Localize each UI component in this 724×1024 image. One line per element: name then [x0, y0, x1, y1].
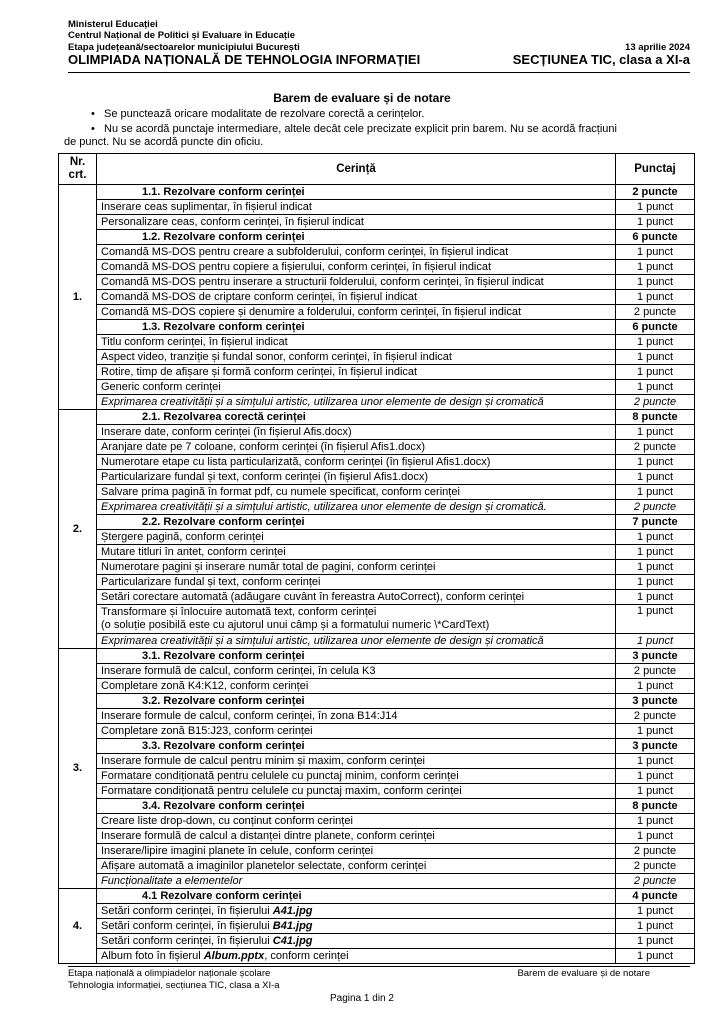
- requirement-text: 3.2. Rezolvare conform cerinței: [142, 694, 305, 707]
- section-row: [59, 799, 695, 814]
- points-cell: 3 puncte: [616, 649, 695, 664]
- table-row: [59, 934, 695, 949]
- points-cell: 1 punct: [616, 245, 695, 260]
- requirement-text: Mutare titluri în antet, conform cerinței: [101, 545, 286, 558]
- requirement-text: Comandă MS-DOS pentru creare a subfolderului, conform cerinței, în fișierul indicat: [101, 245, 509, 258]
- requirement-cell: [97, 874, 616, 889]
- bullet-icon: •: [91, 108, 95, 120]
- table-row: [59, 365, 695, 380]
- requirement-cell: [97, 200, 616, 215]
- notes-list: [64, 108, 692, 149]
- table-row: [59, 455, 695, 470]
- exam-date: 13 aprilie 2024: [625, 42, 690, 53]
- points-cell: 1 punct: [616, 365, 695, 380]
- points-cell: 1 punct: [616, 470, 695, 485]
- points-cell: 1 punct: [616, 590, 695, 605]
- table-row: [59, 724, 695, 739]
- points-cell: 1 punct: [616, 829, 695, 844]
- table-row: [59, 919, 695, 934]
- points-cell: 1 punct: [616, 560, 695, 575]
- note-text-continued: de punct. Nu se acordă puncte din oficiu.: [64, 136, 264, 148]
- requirement-text: 1.3. Rezolvare conform cerinței: [142, 320, 305, 333]
- requirement-text: Inserare formule de calcul, conform cerinței, în zona B14:J14: [101, 709, 398, 722]
- table-row: [59, 245, 695, 260]
- footer-subject: Tehnologia informației, secțiunea TIC, clasa a XI-a: [68, 980, 280, 991]
- points-cell: 2 puncte: [616, 844, 695, 859]
- table-row: [59, 350, 695, 365]
- requirement-cell: [97, 679, 616, 694]
- requirement-text: 3.4. Rezolvare conform cerinței: [142, 799, 305, 812]
- requirement-text: Aranjare date pe 7 coloane, conform cerinței (în fișierul Afis1.docx): [101, 440, 426, 453]
- requirement-cell: [97, 260, 616, 275]
- points-cell: 2 puncte: [616, 440, 695, 455]
- file-name: A41.jpg: [272, 904, 313, 917]
- requirement-cell: [97, 470, 616, 485]
- points-cell: 2 puncte: [616, 500, 695, 515]
- requirement-text: Personalizare ceas, conform cerinței, în fișierul indicat: [101, 215, 364, 228]
- requirement-text: 1.2. Rezolvare conform cerinței: [142, 230, 305, 243]
- points-cell: 2 puncte: [616, 709, 695, 724]
- requirement-cell: [97, 709, 616, 724]
- points-cell: 1 punct: [616, 724, 695, 739]
- requirement-text: Creare liste drop-down, cu conținut conform cerinței: [101, 814, 353, 827]
- requirement-text: Inserare/lipire imagini planete în celule, conform cerinței: [101, 844, 374, 857]
- requirement-text: Inserare formulă de calcul, conform cerinței, în celula K3: [101, 664, 376, 677]
- requirement-text: Exprimarea creativității și a simțului artistic, utilizarea unor elemente de design și cromatică: [101, 634, 544, 647]
- table-row: [59, 634, 695, 649]
- ministry-name: Ministerul Educației: [68, 19, 158, 30]
- table-row: [59, 470, 695, 485]
- table-row: [59, 814, 695, 829]
- section-row: [59, 889, 695, 904]
- note-text: Nu se acordă punctaje intermediare, altele decât cele precizate explicit prin barem. Nu se acordă fracțiuni: [104, 123, 617, 135]
- table-row: [59, 679, 695, 694]
- requirement-cell: [97, 245, 616, 260]
- requirement-cell: [97, 724, 616, 739]
- points-cell: 1 punct: [616, 784, 695, 799]
- requirement-text: Inserare formulă de calcul a distanței dintre planete, conform cerinței: [101, 829, 435, 842]
- requirement-text: Numerotare pagini și inserare număr total de pagini, conform cerinței: [101, 560, 436, 573]
- requirement-text: 3.3. Rezolvare conform cerinței: [142, 739, 305, 752]
- requirement-cell: [97, 455, 616, 470]
- requirement-text: Formatare condiționată pentru celulele cu punctaj minim, conform cerinței: [101, 769, 459, 782]
- table-row: [59, 590, 695, 605]
- requirement-cell: [97, 590, 616, 605]
- file-name: B41.jpg: [272, 919, 313, 932]
- points-cell: 2 puncte: [616, 874, 695, 889]
- requirement-cell: [97, 440, 616, 455]
- points-cell: 1 punct: [616, 919, 695, 934]
- points-cell: 1 punct: [616, 605, 695, 634]
- column-header-nr-line2: crt.: [68, 169, 87, 181]
- requirement-text: Comandă MS-DOS de criptare conform cerinței, în fișierul indicat: [101, 290, 418, 303]
- points-cell: 1 punct: [616, 904, 695, 919]
- points-cell: 1 punct: [616, 634, 695, 649]
- table-row: [59, 829, 695, 844]
- points-cell: 2 puncte: [616, 395, 695, 410]
- table-row: [59, 215, 695, 230]
- points-cell: 2 puncte: [616, 859, 695, 874]
- section-row: [59, 515, 695, 530]
- requirement-text: Comandă MS-DOS pentru inserare a structurii folderului, conform cerinței, în fișierul indicat: [101, 275, 544, 288]
- requirement-text: 3.1. Rezolvare conform cerinței: [142, 649, 305, 662]
- points-cell: 1 punct: [616, 275, 695, 290]
- requirement-text: Inserare ceas suplimentar, în fișierul indicat: [101, 200, 312, 213]
- task-number: 3.: [59, 649, 97, 889]
- table-row: [59, 485, 695, 500]
- requirement-cell: [97, 934, 616, 949]
- points-cell: 1 punct: [616, 335, 695, 350]
- task-number: 2.: [59, 410, 97, 649]
- points-cell: 1 punct: [616, 485, 695, 500]
- file-name: C41.jpg: [272, 934, 313, 947]
- points-cell: 1 punct: [616, 769, 695, 784]
- points-cell: 1 punct: [616, 380, 695, 395]
- requirement-text: Inserare date, conform cerinței (în fișierul Afis.docx): [101, 425, 352, 438]
- points-cell: 1 punct: [616, 530, 695, 545]
- points-cell: 4 puncte: [616, 889, 695, 904]
- requirement-cell: [97, 305, 616, 320]
- requirement-cell: [97, 230, 616, 245]
- table-row: [59, 200, 695, 215]
- requirement-text: Comandă MS-DOS copiere și denumire a folderului, conform cerinței, în fișierul indicat: [101, 305, 522, 318]
- table-row: [59, 859, 695, 874]
- table-row: [59, 709, 695, 724]
- requirement-text-suffix: , conform cerinței: [264, 949, 349, 962]
- requirement-text: Salvare prima pagină în format pdf, cu numele specificat, conform cerinței: [101, 485, 460, 498]
- requirement-text: Numerotare etape cu lista particularizată, conform cerinței (în fișierul Afis1.docx): [101, 455, 491, 468]
- points-cell: 1 punct: [616, 814, 695, 829]
- table-row: [59, 500, 695, 515]
- table-row: [59, 949, 695, 964]
- page-title: Barem de evaluare și de notare: [273, 91, 451, 105]
- points-cell: 1 punct: [616, 350, 695, 365]
- table-row: [59, 784, 695, 799]
- requirement-text: Particularizare fundal și text, conform cerinței: [101, 575, 321, 588]
- requirement-cell: [97, 904, 616, 919]
- note-text: Se punctează oricare modalitate de rezolvare corectă a cerințelor.: [104, 108, 425, 120]
- points-cell: 6 puncte: [616, 230, 695, 245]
- footer-stage: Etapa națională a olimpiadelor naționale școlare: [68, 968, 271, 979]
- header-divider: [68, 72, 690, 73]
- table-row: [59, 874, 695, 889]
- requirement-text: Rotire, timp de afișare și formă conform cerinței, în fișierul indicat: [101, 365, 418, 378]
- requirement-cell: [97, 664, 616, 679]
- requirement-cell: [97, 545, 616, 560]
- points-cell: 1 punct: [616, 455, 695, 470]
- requirement-text: Titlu conform cerinței, în fișierul indicat: [101, 335, 288, 348]
- requirement-cell: [97, 859, 616, 874]
- requirement-text: 2.1. Rezolvarea corectă cerinței: [142, 410, 306, 423]
- requirement-cell: [97, 560, 616, 575]
- points-cell: 3 puncte: [616, 694, 695, 709]
- table-row: [59, 560, 695, 575]
- points-cell: 6 puncte: [616, 320, 695, 335]
- requirement-cell: [97, 500, 616, 515]
- note-item: [64, 108, 692, 121]
- table-row: [59, 769, 695, 784]
- points-cell: 1 punct: [616, 545, 695, 560]
- section-row: [59, 410, 695, 425]
- table-row: [59, 425, 695, 440]
- table-row: [59, 844, 695, 859]
- table-row: [59, 305, 695, 320]
- table-row: [59, 754, 695, 769]
- section-row: [59, 649, 695, 664]
- requirement-cell: [97, 410, 616, 425]
- stage-name: Etapa județeană/sectoarelor municipiului București: [68, 42, 300, 53]
- section-row: [59, 739, 695, 754]
- table-row: [59, 545, 695, 560]
- section-row: [59, 230, 695, 245]
- requirement-text: Completare zonă K4:K12, conform cerinței: [101, 679, 309, 692]
- requirement-text: Setări corectare automată (adăugare cuvânt în fereastra AutoCorrect), conform cerinței: [101, 590, 525, 603]
- points-cell: 2 puncte: [616, 664, 695, 679]
- bullet-icon: •: [91, 123, 95, 135]
- points-cell: 8 puncte: [616, 799, 695, 814]
- requirement-text-line2: (o soluție posibilă este cu ajutorul unui câmp și a formatului numeric \*CardText): [101, 619, 490, 631]
- table-row: [59, 380, 695, 395]
- requirement-text: Completare zonă B15:J23, conform cerinței: [101, 724, 313, 737]
- column-header-nr-line1: Nr.: [69, 156, 86, 168]
- table-header-row: [59, 154, 695, 185]
- file-name: Album.pptx: [203, 949, 265, 962]
- table-row: [59, 335, 695, 350]
- section-name: SECȚIUNEA TIC, clasa a XI-a: [512, 52, 690, 67]
- requirement-cell: [97, 784, 616, 799]
- note-item: [64, 123, 692, 136]
- footer-divider: [68, 966, 690, 967]
- column-header-requirement: Cerință: [97, 154, 616, 185]
- requirement-cell: [97, 320, 616, 335]
- table-row: [59, 605, 695, 634]
- points-cell: 1 punct: [616, 425, 695, 440]
- requirement-text: Afișare automată a imaginilor planetelor selectate, conform cerinței: [101, 859, 427, 872]
- table-row: [59, 440, 695, 455]
- olympiad-name: OLIMPIADA NAȚIONALĂ DE TEHNOLOGIA INFORMAȚIEI: [68, 52, 421, 67]
- requirement-cell: [97, 739, 616, 754]
- requirement-cell: [97, 290, 616, 305]
- requirement-text: Setări conform cerinței, în fișierului: [101, 934, 273, 947]
- points-cell: 1 punct: [616, 260, 695, 275]
- requirement-text: Exprimarea creativității și a simțului artistic, utilizarea unor elemente de design și cromatică: [101, 395, 544, 408]
- requirement-cell: [97, 844, 616, 859]
- table-row: [59, 904, 695, 919]
- requirement-text: Setări conform cerinței, în fișierului: [101, 904, 273, 917]
- requirement-cell: [97, 575, 616, 590]
- requirement-text: 4.1 Rezolvare conform cerinței: [142, 889, 302, 902]
- points-cell: 1 punct: [616, 200, 695, 215]
- column-header-points: Punctaj: [616, 154, 695, 185]
- column-header-nr: [59, 154, 97, 185]
- points-cell: 3 puncte: [616, 739, 695, 754]
- points-cell: 2 puncte: [616, 305, 695, 320]
- requirement-cell: [97, 515, 616, 530]
- requirement-cell: [97, 485, 616, 500]
- requirement-cell: [97, 215, 616, 230]
- table-row: [59, 530, 695, 545]
- points-cell: 1 punct: [616, 754, 695, 769]
- requirement-cell: [97, 769, 616, 784]
- requirement-cell: [97, 380, 616, 395]
- requirement-cell: [97, 634, 616, 649]
- requirement-text: Particularizare fundal și text, conform cerinței (în fișierul Afis1.docx): [101, 470, 429, 483]
- requirement-cell: [97, 949, 616, 964]
- page-number: Pagina 1 din 2: [330, 993, 394, 1004]
- section-row: [59, 320, 695, 335]
- points-cell: 1 punct: [616, 949, 695, 964]
- requirement-cell: [97, 185, 616, 200]
- requirement-cell: [97, 799, 616, 814]
- requirement-cell: [97, 395, 616, 410]
- requirement-text: Aspect video, tranziție și fundal sonor, conform cerinței, în fișierul indicat: [101, 350, 452, 363]
- requirement-cell: [97, 649, 616, 664]
- section-row: [59, 185, 695, 200]
- barem-table: [58, 153, 695, 964]
- requirement-cell: [97, 694, 616, 709]
- requirement-text: Album foto în fișierul: [101, 949, 204, 962]
- requirement-cell: [97, 530, 616, 545]
- points-cell: 1 punct: [616, 215, 695, 230]
- points-cell: 1 punct: [616, 575, 695, 590]
- requirement-cell: [97, 365, 616, 380]
- requirement-text: 2.2. Rezolvare conform cerinței: [142, 515, 305, 528]
- footer-doc-type: Barem de evaluare și de notare: [517, 968, 650, 979]
- task-number: 1.: [59, 185, 97, 410]
- requirement-cell: [97, 350, 616, 365]
- requirement-cell: [97, 814, 616, 829]
- requirement-text: Generic conform cerinței: [101, 380, 221, 393]
- points-cell: 7 puncte: [616, 515, 695, 530]
- table-row: [59, 290, 695, 305]
- requirement-cell: [97, 335, 616, 350]
- requirement-text: Setări conform cerinței, în fișierului: [101, 919, 273, 932]
- requirement-text: 1.1. Rezolvare conform cerinței: [142, 185, 305, 198]
- requirement-text: Funcționalitate a elementelor: [101, 874, 243, 887]
- points-cell: 1 punct: [616, 679, 695, 694]
- section-row: [59, 694, 695, 709]
- requirement-text: Transformare și înlocuire automată text, conform cerinței: [101, 606, 377, 618]
- points-cell: 1 punct: [616, 934, 695, 949]
- requirement-text: Exprimarea creativității și a simțului artistic, utilizarea unor elemente de design și cromatică.: [101, 500, 547, 513]
- requirement-text: Formatare condiționată pentru celulele cu punctaj maxim, conform cerinței: [101, 784, 462, 797]
- requirement-cell: [97, 754, 616, 769]
- requirement-cell: [97, 919, 616, 934]
- requirement-cell: [97, 605, 616, 634]
- table-row: [59, 575, 695, 590]
- points-cell: 1 punct: [616, 290, 695, 305]
- requirement-text: Inserare formule de calcul pentru minim și maxim, conform cerinței: [101, 754, 426, 767]
- center-name: Centrul Național de Politici și Evaluare în Educație: [68, 30, 296, 41]
- table-row: [59, 395, 695, 410]
- requirement-text: Comandă MS-DOS pentru copiere a fișierului, conform cerinței, în fișierul indicat: [101, 260, 492, 273]
- requirement-cell: [97, 889, 616, 904]
- table-row: [59, 275, 695, 290]
- requirement-text: Ștergere pagină, conform cerinței: [101, 530, 264, 543]
- points-cell: 2 puncte: [616, 185, 695, 200]
- requirement-cell: [97, 425, 616, 440]
- table-row: [59, 664, 695, 679]
- task-number: 4.: [59, 889, 97, 964]
- requirement-cell: [97, 829, 616, 844]
- points-cell: 8 puncte: [616, 410, 695, 425]
- requirement-cell: [97, 275, 616, 290]
- table-row: [59, 260, 695, 275]
